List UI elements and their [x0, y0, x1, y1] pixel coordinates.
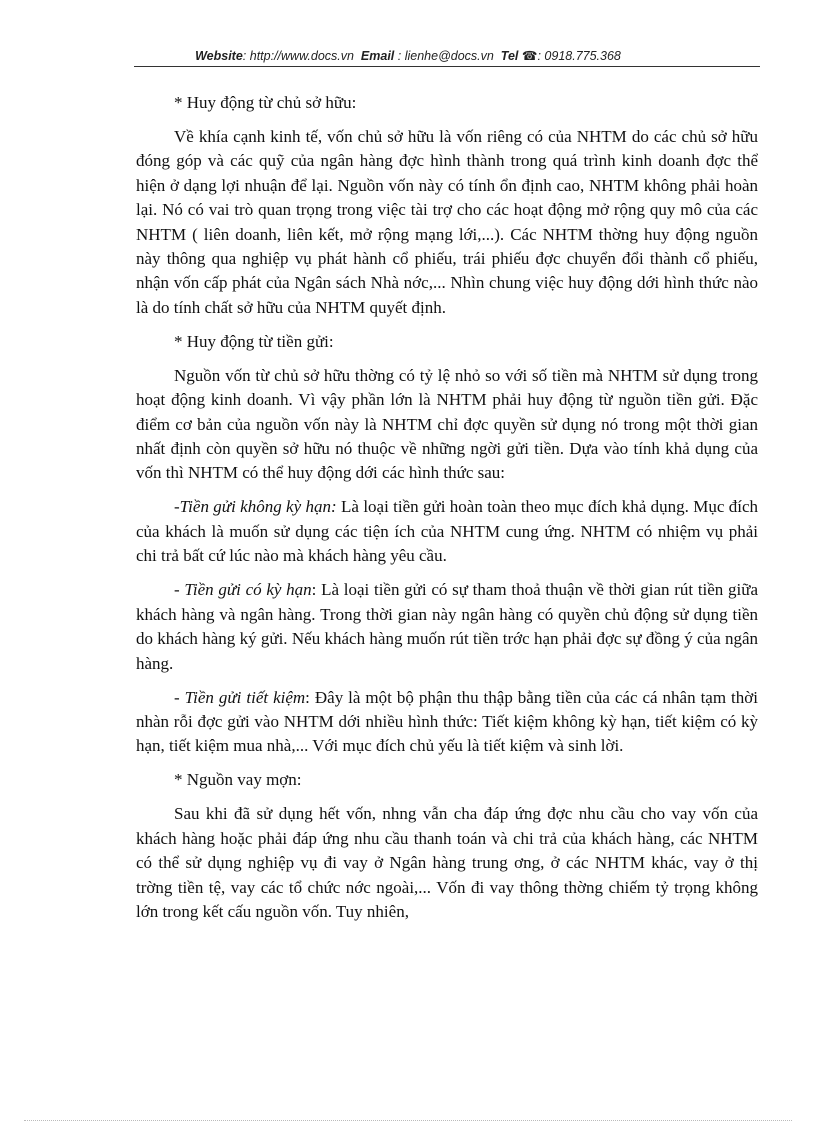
text-demand-deposit: Là loại tiền gửi hoàn toàn theo mục đích khả dụng. Mục đích của khách là muốn sử dụng các tiện ích của NHTM cung ứng. NHTM có nhiệm vụ phải chi trả bất cứ lúc nào mà khách hàng yêu cầu. [136, 497, 758, 566]
heading-deposits: * Huy động từ tiền gửi: [174, 331, 334, 351]
document-body [136, 91, 758, 934]
email-value: : lienhe@docs.vn [397, 49, 494, 63]
term-term-deposit: - Tiền gửi có kỳ hạn [174, 580, 312, 600]
text-term-deposit: : Là loại tiền gửi có sự tham thoả thuận về thời gian rút tiền giữa khách hàng và ngân hàng. Trong thời gian này ngân hàng có quyền chủ động sử dụng tiền do khách hàng ký gửi. Nếu khách hàng muốn rút tiền trớc hạn phải đợc sự đồng ý của ngân hàng. [136, 580, 759, 673]
text-savings-deposit: : Đây là một bộ phận thu thập bằng tiền của các cá nhân tạm thời nhàn rỗi đợc gửi vào NHTM dới nhiều hình thức: Tiết kiệm không kỳ hạn, tiết kiệm có kỳ hạn, tiết kiệm mua nhà,... Với mục đích chủ yếu là tiết kiệm và sinh lời. [136, 687, 758, 756]
website-label: Website [195, 49, 243, 63]
page-header [0, 48, 816, 63]
paragraph-borrowing: Sau khi đã sử dụng hết vốn, nhng vẫn cha đáp ứng đợc nhu cầu cho vay vốn của khách hàng hoặc phải đáp ứng nhu cầu thanh toán và chi trả của khách hàng, các NHTM có thể sử dụng nghiệp vụ đi vay ở Ngân hàng trung ơng, ở các NHTM khác, vay ở thị trờng tiền tệ, vay các tổ chức nớc ngoài,... Vốn đi vay thông thờng chiếm tỷ trọng không lớn trong kết cấu nguồn vốn. Tuy nhiên, [136, 804, 758, 921]
email-label: Email [360, 49, 395, 63]
paragraph-owner-capital: Về khía cạnh kinh tế, vốn chủ sở hữu là vốn riêng có của NHTM do các chủ sở hữu đóng góp và các quỹ của ngân hàng đợc hình thành trong quá trình kinh doanh đợc thể hiện ở dạng lợi nhuận để lại. Nguồn vốn này có tính ổn định cao, NHTM không phải hoàn lại. Nó có vai trò quan trọng trong việc tài trợ cho các hoạt động mở rộng quy mô của các NHTM ( liên doanh, liên kết, mở rộng mạng lới,...). Các NHTM thờng huy động nguồn này thông qua nghiệp vụ phát hành cổ phiếu, trái phiếu đợc chuyển đổi thành cổ phiếu, nhận vốn cấp phát của Ngân sách Nhà nớc,... Nhìn chung việc huy động dới hình thức nào là do tính chất sở hữu của NHTM quyết định. [136, 127, 758, 317]
heading-borrowing: * Nguồn vay mợn: [174, 770, 302, 790]
paragraph-term-deposit [136, 578, 758, 676]
paragraph-savings-deposit [136, 686, 758, 759]
header-divider [134, 66, 760, 67]
paragraph-demand-deposit [136, 495, 758, 568]
term-demand-deposit: -Tiền gửi không kỳ hạn: [174, 497, 337, 517]
paragraph-deposits: Nguồn vốn từ chủ sở hữu thờng có tỷ lệ nhỏ so với số tiền mà NHTM sử dụng trong hoạt động kinh doanh. Vì vậy phần lớn là NHTM phải huy động từ nguồn tiền gửi. Đặc điểm cơ bản của nguồn vốn này là NHTM chỉ đợc quyền sử dụng nó trong một thời gian nhất định còn quyền sở hữu nó thuộc về những ngời gửi tiền. Dựa vào tính khả dụng của vốn thì NHTM có thể huy động dới các hình thức sau: [136, 365, 758, 483]
phone-icon: ☎ [521, 49, 538, 63]
page-bottom-divider [24, 1120, 792, 1121]
term-savings-deposit: - Tiền gửi tiết kiệm [174, 687, 306, 707]
tel-label: Tel [500, 49, 519, 63]
tel-value: : 0918.775.368 [537, 49, 621, 63]
website-value: : http://www.docs.vn [242, 49, 354, 63]
heading-owner-capital: * Huy động từ chủ sở hữu: [174, 93, 357, 112]
